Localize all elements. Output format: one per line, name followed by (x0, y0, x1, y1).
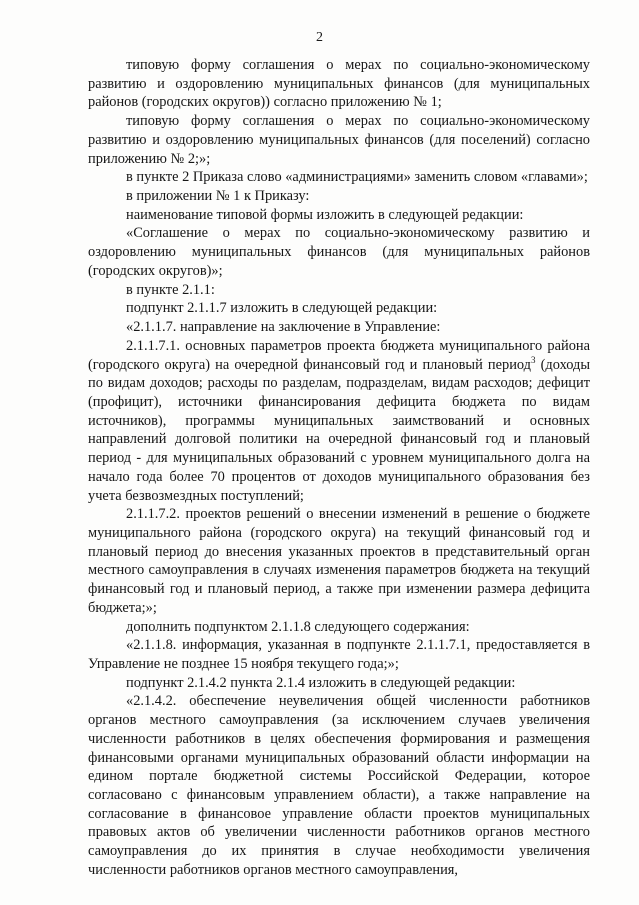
paragraph-with-footnote (88, 337, 590, 505)
footnote-marker: 3 (531, 354, 536, 365)
paragraph: «2.1.1.8. информация, указанная в подпункте 2.1.1.7.1, предоставляется в Управление не позднее 15 ноября текущего года;»; (88, 637, 590, 672)
paragraph: дополнить подпунктом 2.1.1.8 следующего содержания: (126, 618, 470, 635)
paragraph: в пункте 2 Приказа слово «администрациями» заменить словом «главами»; (126, 169, 588, 186)
paragraph: «2.1.1.7. направление на заключение в Управление: (126, 319, 441, 336)
paragraph: наименование типовой формы изложить в следующей редакции: (126, 206, 524, 223)
paragraph: подпункт 2.1.4.2 пункта 2.1.4 изложить в следующей редакции: (126, 674, 516, 691)
paragraph-text-after-footnote: (доходы по видам доходов; расходы по разделам, подразделам, видам расходов; дефицит (профицит), источники финансирования дефицита бюджета по видам источников), программы муниципальных заимствований и основных направлений долговой политики на очередной финансовый год и плановый период - для муниципальных образований с уровнем муниципального долга на начало года более 70 процентов от доходов муниципального образования без учета безвозмездных поступлений; (88, 356, 591, 504)
paragraph: 2.1.1.7.2. проектов решений о внесении изменений в решение о бюджете муниципального района (городского округа) на текущий финансовый год и плановый период до внесения указанных проектов в представительный орган местного самоуправления в случаях изменения параметров бюджета на текущий финансовый год и плановый период, а также при изменении размера дефицита бюджета;»; (88, 506, 590, 616)
paragraph: в приложении № 1 к Приказу: (126, 188, 310, 205)
page-number: 2 (316, 30, 323, 45)
paragraph-text-before-footnote: 2.1.1.7.1. основных параметров проекта бюджета муниципального района (городского округа) на очередной финансовый год и плановый период (88, 337, 590, 373)
paragraph: в пункте 2.1.1: (126, 281, 215, 298)
paragraph: «Соглашение о мерах по социально-экономическому развитию и оздоровлению муниципальных финансов (для муниципальных районов (городских округов)»; (88, 225, 590, 279)
paragraph: типовую форму соглашения о мерах по социально-экономическому развитию и оздоровлению муниципальных финансов (для муниципальных районов (городских округов)) согласно приложению № 1; (88, 57, 590, 111)
paragraph: подпункт 2.1.1.7 изложить в следующей редакции: (126, 300, 438, 317)
paragraph: типовую форму соглашения о мерах по социально-экономическому развитию и оздоровлению муниципальных финансов (для поселений) согласно приложению № 2;»; (88, 113, 590, 167)
paragraph: «2.1.4.2. обеспечение неувеличения общей численности работников органов местного самоуправления (за исключением случаев увеличения численности работников в целях обеспечения формирования и размещения финансовыми органами муниципальных образований области информации на едином портале бюджетной системы Российской Федерации, которое согласовано с финансовым управлением области), а также направление на согласование в финансовое управление области проектов муниципальных правовых актов об увеличении численности работников органов местного самоуправления до их принятия в случае необходимости увеличения численности работников органов местного самоуправления, (88, 693, 590, 878)
document-body (88, 56, 590, 880)
